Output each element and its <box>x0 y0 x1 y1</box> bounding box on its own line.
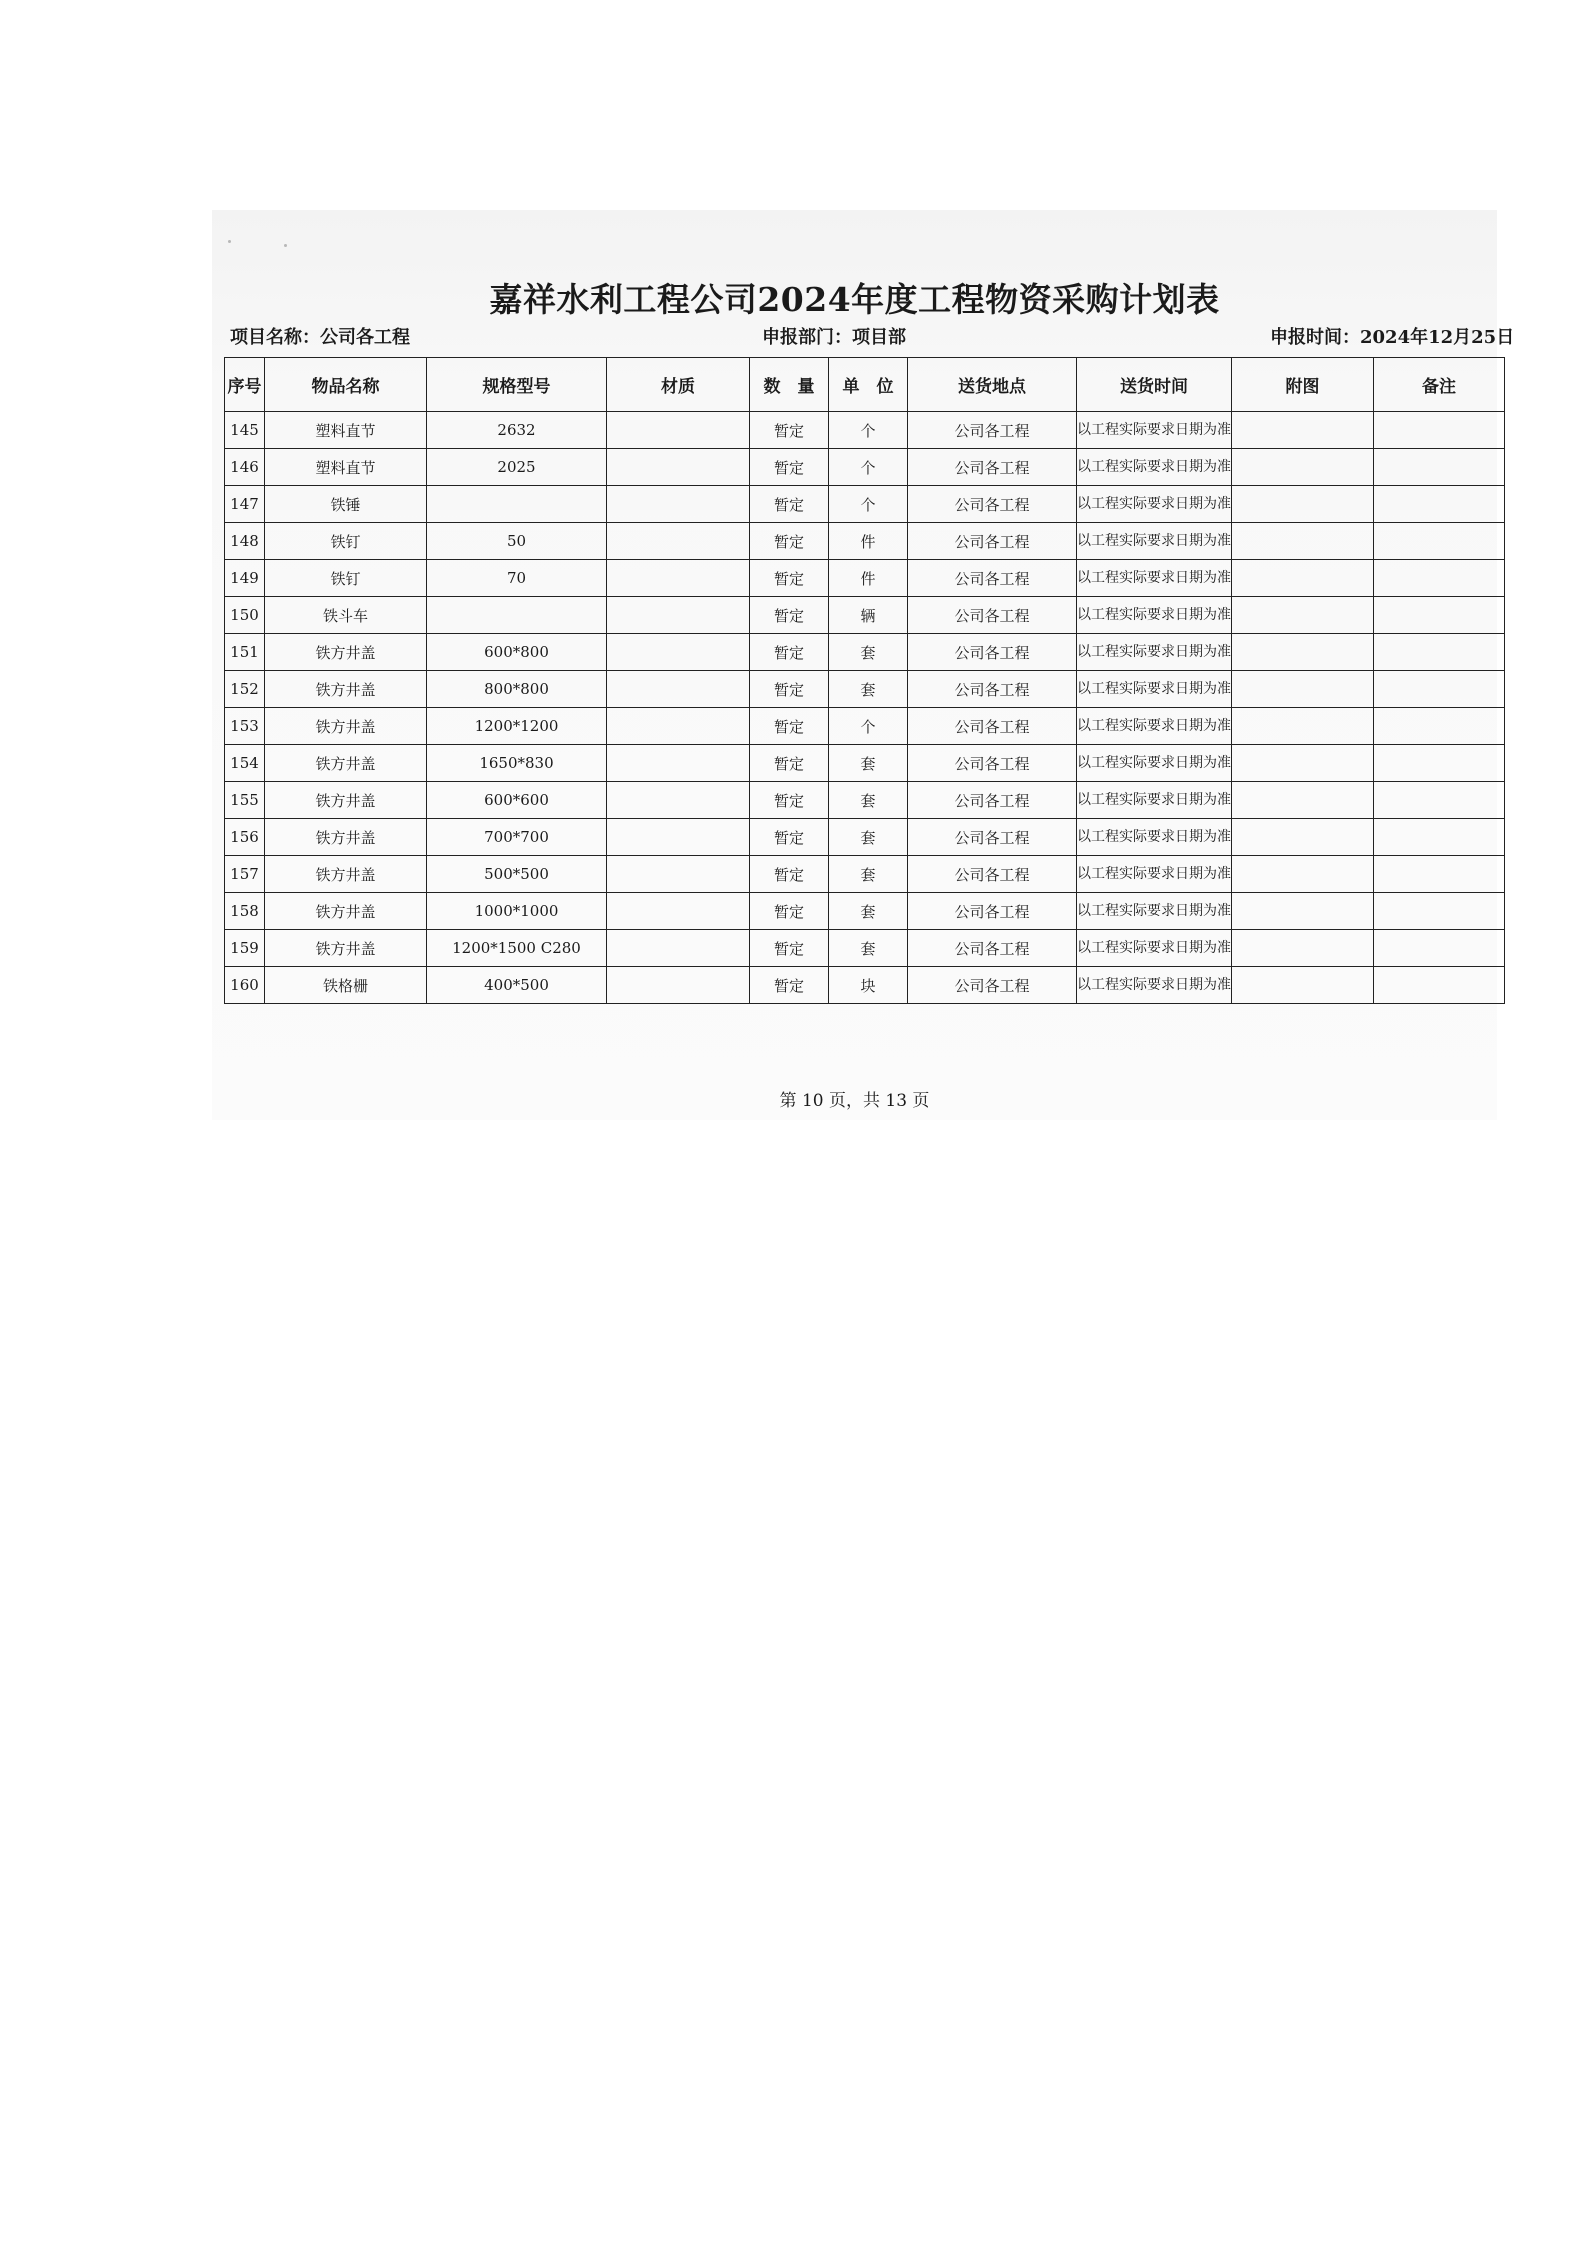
cell-unit: 套 <box>829 856 908 893</box>
cell-attachment <box>1232 967 1374 1004</box>
table-row <box>225 967 1505 1004</box>
cell-material <box>607 893 750 930</box>
cell-item-name: 铁方井盖 <box>265 782 427 819</box>
cell-unit: 套 <box>829 893 908 930</box>
cell-spec: 700*700 <box>427 819 607 856</box>
header-unit: 单 位 <box>829 358 908 412</box>
table-row <box>225 634 1505 671</box>
cell-quantity: 暂定 <box>750 486 829 523</box>
cell-quantity: 暂定 <box>750 930 829 967</box>
cell-attachment <box>1232 930 1374 967</box>
cell-remark <box>1374 782 1505 819</box>
cell-quantity: 暂定 <box>750 782 829 819</box>
cell-material <box>607 819 750 856</box>
cell-material <box>607 856 750 893</box>
cell-spec: 1650*830 <box>427 745 607 782</box>
cell-delivery-location: 公司各工程 <box>908 449 1077 486</box>
cell-attachment <box>1232 560 1374 597</box>
cell-item-name: 铁锤 <box>265 486 427 523</box>
header-seq: 序号 <box>225 358 265 412</box>
cell-material <box>607 708 750 745</box>
header-remark: 备注 <box>1374 358 1505 412</box>
cell-remark <box>1374 745 1505 782</box>
cell-unit: 套 <box>829 745 908 782</box>
cell-remark <box>1374 523 1505 560</box>
cell-material <box>607 671 750 708</box>
table-row <box>225 893 1505 930</box>
cell-delivery-location: 公司各工程 <box>908 967 1077 1004</box>
cell-item-name: 铁方井盖 <box>265 634 427 671</box>
cell-remark <box>1374 708 1505 745</box>
cell-spec: 1200*1200 <box>427 708 607 745</box>
cell-delivery-time: 以工程实际要求日期为准 <box>1077 671 1232 708</box>
cell-delivery-time: 以工程实际要求日期为准 <box>1077 560 1232 597</box>
cell-delivery-location: 公司各工程 <box>908 486 1077 523</box>
cell-delivery-time: 以工程实际要求日期为准 <box>1077 819 1232 856</box>
cell-delivery-location: 公司各工程 <box>908 523 1077 560</box>
header-delivery-location: 送货地点 <box>908 358 1077 412</box>
cell-quantity: 暂定 <box>750 893 829 930</box>
table-row <box>225 449 1505 486</box>
header-item-name: 物品名称 <box>265 358 427 412</box>
cell-quantity: 暂定 <box>750 819 829 856</box>
cell-spec: 800*800 <box>427 671 607 708</box>
cell-spec: 1200*1500 C280 <box>427 930 607 967</box>
cell-attachment <box>1232 782 1374 819</box>
cell-remark <box>1374 967 1505 1004</box>
cell-delivery-location: 公司各工程 <box>908 708 1077 745</box>
cell-attachment <box>1232 634 1374 671</box>
cell-delivery-location: 公司各工程 <box>908 856 1077 893</box>
cell-delivery-location: 公司各工程 <box>908 819 1077 856</box>
header-spec: 规格型号 <box>427 358 607 412</box>
cell-spec: 600*800 <box>427 634 607 671</box>
cell-material <box>607 634 750 671</box>
cell-seq: 152 <box>225 671 265 708</box>
cell-material <box>607 486 750 523</box>
cell-unit: 套 <box>829 930 908 967</box>
table-row <box>225 782 1505 819</box>
cell-unit: 个 <box>829 486 908 523</box>
cell-seq: 160 <box>225 967 265 1004</box>
page-number-footer: 第 10 页，共 13 页 <box>779 1091 930 1111</box>
cell-delivery-location: 公司各工程 <box>908 634 1077 671</box>
project-name-value: 公司各工程 <box>320 327 410 348</box>
scan-speck <box>228 240 231 243</box>
cell-spec: 500*500 <box>427 856 607 893</box>
cell-item-name: 铁钉 <box>265 560 427 597</box>
cell-spec <box>427 597 607 634</box>
cell-delivery-time: 以工程实际要求日期为准 <box>1077 930 1232 967</box>
cell-material <box>607 449 750 486</box>
project-name-field <box>230 326 410 350</box>
cell-delivery-time: 以工程实际要求日期为准 <box>1077 782 1232 819</box>
cell-delivery-time: 以工程实际要求日期为准 <box>1077 967 1232 1004</box>
table-row <box>225 856 1505 893</box>
cell-remark <box>1374 634 1505 671</box>
cell-item-name: 铁方井盖 <box>265 708 427 745</box>
cell-unit: 个 <box>829 449 908 486</box>
cell-remark <box>1374 893 1505 930</box>
cell-material <box>607 597 750 634</box>
cell-delivery-time: 以工程实际要求日期为准 <box>1077 893 1232 930</box>
cell-spec: 2632 <box>427 412 607 449</box>
cell-quantity: 暂定 <box>750 671 829 708</box>
cell-seq: 146 <box>225 449 265 486</box>
department-value: 项目部 <box>852 327 906 348</box>
cell-delivery-location: 公司各工程 <box>908 893 1077 930</box>
cell-delivery-location: 公司各工程 <box>908 671 1077 708</box>
cell-quantity: 暂定 <box>750 967 829 1004</box>
table-row <box>225 412 1505 449</box>
cell-spec: 2025 <box>427 449 607 486</box>
cell-item-name: 铁钉 <box>265 523 427 560</box>
cell-attachment <box>1232 708 1374 745</box>
cell-quantity: 暂定 <box>750 708 829 745</box>
cell-seq: 158 <box>225 893 265 930</box>
cell-unit: 套 <box>829 634 908 671</box>
cell-seq: 153 <box>225 708 265 745</box>
cell-spec: 70 <box>427 560 607 597</box>
cell-remark <box>1374 819 1505 856</box>
cell-item-name: 铁方井盖 <box>265 671 427 708</box>
cell-delivery-location: 公司各工程 <box>908 930 1077 967</box>
cell-material <box>607 967 750 1004</box>
cell-remark <box>1374 560 1505 597</box>
cell-delivery-time: 以工程实际要求日期为准 <box>1077 634 1232 671</box>
cell-unit: 个 <box>829 708 908 745</box>
header-attachment: 附图 <box>1232 358 1374 412</box>
table-row <box>225 930 1505 967</box>
cell-quantity: 暂定 <box>750 449 829 486</box>
cell-remark <box>1374 486 1505 523</box>
cell-attachment <box>1232 412 1374 449</box>
cell-seq: 159 <box>225 930 265 967</box>
cell-item-name: 铁方井盖 <box>265 893 427 930</box>
cell-delivery-time: 以工程实际要求日期为准 <box>1077 449 1232 486</box>
cell-item-name: 塑料直节 <box>265 449 427 486</box>
cell-spec: 600*600 <box>427 782 607 819</box>
cell-attachment <box>1232 893 1374 930</box>
table-header-row <box>225 358 1505 412</box>
cell-item-name: 铁格栅 <box>265 967 427 1004</box>
cell-seq: 145 <box>225 412 265 449</box>
cell-delivery-time: 以工程实际要求日期为准 <box>1077 597 1232 634</box>
project-name-label: 项目名称： <box>230 327 320 348</box>
cell-material <box>607 560 750 597</box>
cell-spec: 1000*1000 <box>427 893 607 930</box>
cell-material <box>607 782 750 819</box>
cell-unit: 件 <box>829 560 908 597</box>
cell-quantity: 暂定 <box>750 560 829 597</box>
cell-remark <box>1374 930 1505 967</box>
department-field <box>762 326 906 350</box>
cell-remark <box>1374 597 1505 634</box>
table-row <box>225 486 1505 523</box>
cell-delivery-location: 公司各工程 <box>908 597 1077 634</box>
table-row <box>225 671 1505 708</box>
cell-seq: 154 <box>225 745 265 782</box>
cell-unit: 块 <box>829 967 908 1004</box>
header-material: 材质 <box>607 358 750 412</box>
cell-attachment <box>1232 856 1374 893</box>
cell-delivery-location: 公司各工程 <box>908 782 1077 819</box>
cell-seq: 148 <box>225 523 265 560</box>
cell-unit: 套 <box>829 671 908 708</box>
cell-item-name: 铁方井盖 <box>265 856 427 893</box>
cell-seq: 151 <box>225 634 265 671</box>
cell-unit: 套 <box>829 782 908 819</box>
header-quantity: 数 量 <box>750 358 829 412</box>
cell-quantity: 暂定 <box>750 634 829 671</box>
cell-seq: 156 <box>225 819 265 856</box>
cell-item-name: 铁方井盖 <box>265 819 427 856</box>
cell-delivery-location: 公司各工程 <box>908 560 1077 597</box>
cell-item-name: 铁方井盖 <box>265 930 427 967</box>
table-row <box>225 560 1505 597</box>
table-row <box>225 597 1505 634</box>
scan-speck <box>284 244 287 247</box>
header-delivery-time: 送货时间 <box>1077 358 1232 412</box>
table-row <box>225 708 1505 745</box>
cell-attachment <box>1232 523 1374 560</box>
cell-attachment <box>1232 486 1374 523</box>
cell-seq: 150 <box>225 597 265 634</box>
cell-delivery-time: 以工程实际要求日期为准 <box>1077 412 1232 449</box>
cell-quantity: 暂定 <box>750 523 829 560</box>
report-date-value: 2024年12月25日 <box>1360 327 1515 348</box>
cell-attachment <box>1232 449 1374 486</box>
cell-item-name: 塑料直节 <box>265 412 427 449</box>
cell-remark <box>1374 449 1505 486</box>
cell-material <box>607 412 750 449</box>
cell-seq: 155 <box>225 782 265 819</box>
cell-delivery-time: 以工程实际要求日期为准 <box>1077 708 1232 745</box>
cell-delivery-time: 以工程实际要求日期为准 <box>1077 856 1232 893</box>
table-row <box>225 523 1505 560</box>
cell-unit: 件 <box>829 523 908 560</box>
cell-delivery-location: 公司各工程 <box>908 412 1077 449</box>
department-label: 申报部门： <box>762 327 852 348</box>
cell-quantity: 暂定 <box>750 412 829 449</box>
cell-quantity: 暂定 <box>750 597 829 634</box>
cell-attachment <box>1232 671 1374 708</box>
cell-delivery-time: 以工程实际要求日期为准 <box>1077 745 1232 782</box>
cell-seq: 157 <box>225 856 265 893</box>
cell-delivery-time: 以工程实际要求日期为准 <box>1077 486 1232 523</box>
cell-quantity: 暂定 <box>750 745 829 782</box>
cell-attachment <box>1232 745 1374 782</box>
cell-unit: 套 <box>829 819 908 856</box>
report-date-field <box>1270 326 1514 350</box>
cell-remark <box>1374 671 1505 708</box>
cell-material <box>607 930 750 967</box>
table-row <box>225 819 1505 856</box>
table-row <box>225 745 1505 782</box>
cell-delivery-time: 以工程实际要求日期为准 <box>1077 523 1232 560</box>
cell-remark <box>1374 412 1505 449</box>
procurement-table <box>224 357 1505 1004</box>
cell-delivery-location: 公司各工程 <box>908 745 1077 782</box>
cell-unit: 个 <box>829 412 908 449</box>
cell-spec: 400*500 <box>427 967 607 1004</box>
cell-remark <box>1374 856 1505 893</box>
cell-material <box>607 745 750 782</box>
cell-attachment <box>1232 597 1374 634</box>
report-date-label: 申报时间： <box>1270 327 1360 348</box>
cell-attachment <box>1232 819 1374 856</box>
document-title: 嘉祥水利工程公司2024年度工程物资采购计划表 <box>489 280 1220 319</box>
cell-item-name: 铁方井盖 <box>265 745 427 782</box>
cell-unit: 辆 <box>829 597 908 634</box>
cell-material <box>607 523 750 560</box>
cell-spec <box>427 486 607 523</box>
cell-seq: 147 <box>225 486 265 523</box>
cell-item-name: 铁斗车 <box>265 597 427 634</box>
cell-seq: 149 <box>225 560 265 597</box>
cell-spec: 50 <box>427 523 607 560</box>
cell-quantity: 暂定 <box>750 856 829 893</box>
